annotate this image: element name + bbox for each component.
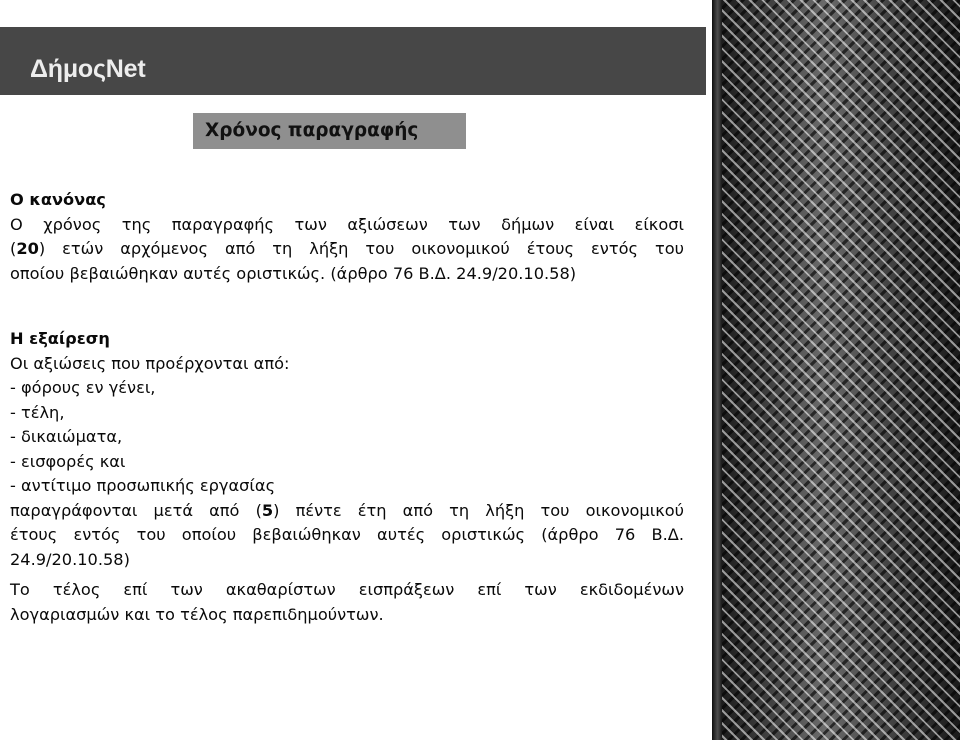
rule-line-2 [10, 237, 684, 262]
decorative-panel-edge [712, 0, 722, 740]
exception-line-a [10, 499, 684, 524]
rule-line-1: Ο χρόνος της παραγραφής των αξιώσεων των δήμων είναι είκοσι [10, 214, 684, 234]
exception-line-a-rest: ) πέντε έτη από τη λήξη του οικονομικού [273, 500, 684, 520]
exception-item: - φόρους εν γένει, [10, 378, 156, 397]
exception-line-c: 24.9/20.10.58) [10, 549, 130, 569]
fee-section [10, 578, 684, 627]
exception-item: - αντίτιμο προσωπικής εργασίας [10, 476, 276, 495]
section-title: Χρόνος παραγραφής [193, 113, 466, 149]
rule-years-number: 20 [16, 239, 39, 258]
exception-line-a-start: παραγράφονται μετά από ( [10, 500, 262, 520]
exception-item: - τέλη, [10, 402, 65, 422]
rule-line-2-rest: ) ετών αρχόμενος από τη λήξη του οικονομικού έτους εντός του [38, 239, 684, 258]
fee-line-1: Το τέλος επί των ακαθαρίστων εισπράξεων επί των εκδιδομένων [10, 580, 684, 599]
exception-item: - δικαιώματα, [10, 427, 123, 446]
exception-line-b: έτους εντός του οποίου βεβαιώθηκαν αυτές οριστικώς (άρθρο 76 Β.Δ. [10, 525, 684, 544]
site-logo: ΔήμοςNet [30, 55, 146, 83]
fee-line-2: λογαριασμών και το τέλος παρεπιδημούντων. [10, 604, 384, 624]
rule-heading: Ο κανόνας [10, 190, 106, 209]
exception-section [10, 327, 684, 572]
exception-intro: Οι αξιώσεις που προέρχονται από: [10, 353, 290, 373]
rule-section [10, 188, 684, 286]
rule-line-2-open: ( [10, 239, 17, 258]
exception-item: - εισφορές και [10, 451, 126, 471]
exception-heading: Η εξαίρεση [10, 329, 110, 348]
rule-line-3: οποίου βεβαιώθηκαν αυτές οριστικώς. (άρθρο 76 Β.Δ. 24.9/20.10.58) [10, 263, 577, 283]
decorative-carbon-panel [712, 0, 960, 740]
header-bar [0, 27, 706, 95]
exception-years-number: 5 [261, 500, 274, 520]
